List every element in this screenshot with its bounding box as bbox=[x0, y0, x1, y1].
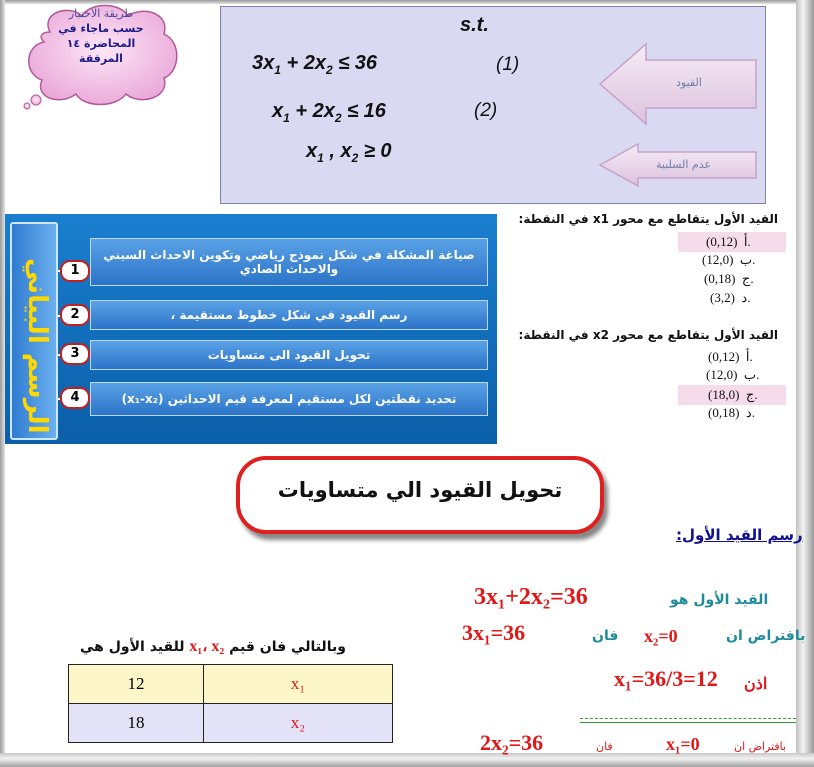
step-1 bbox=[90, 238, 488, 286]
table-caption: وبالتالي فان قيم x₁، x₂ للقيد الأول هي bbox=[80, 638, 346, 655]
so-label: اذن bbox=[744, 676, 768, 693]
q1-option-c: (0,18) ج. bbox=[704, 271, 754, 286]
section-heading: تحويل القيود الي متساويات bbox=[277, 478, 563, 502]
nonnegativity-constraint: $x_1$ , $x_2 \ge 0$ bbox=[306, 140, 392, 165]
step-3 bbox=[90, 340, 488, 370]
solution-1: x₁=36/3=12 bbox=[614, 666, 718, 691]
step-number-4: 4 bbox=[60, 387, 90, 409]
cloud-line4: المرفقة bbox=[79, 52, 123, 65]
assume-label-2: بافتراض ان bbox=[734, 740, 787, 753]
step-4 bbox=[90, 382, 488, 416]
section-heading-box bbox=[236, 456, 604, 534]
step-number-3: 3 bbox=[60, 343, 90, 365]
table-cell-variable: x₂ bbox=[204, 704, 393, 743]
constraint-1: $3x_1 + 2x_2 \le 36$ bbox=[252, 52, 378, 77]
values-table bbox=[68, 664, 393, 743]
subheading: رسم القيد الأول: bbox=[676, 526, 803, 544]
q2-option-a: (0,12) أ. bbox=[708, 349, 753, 364]
question-2: القيد الأول يتقاطع مع محور x2 في النقطة: bbox=[518, 328, 778, 342]
q2-option-b: (12,0) ب. bbox=[706, 367, 760, 382]
q2-option-c: (18,0) ج. bbox=[708, 387, 758, 402]
first-constraint-equation: 3x₁+2x₂=36 bbox=[474, 584, 588, 610]
assume-label-1: بافتراض ان bbox=[726, 628, 806, 644]
result-2: 2x₂=36 bbox=[480, 730, 544, 755]
table-cell-value: 18 bbox=[69, 704, 204, 743]
table-cell-value: 12 bbox=[69, 665, 204, 704]
step-2-text: رسم القيود في شكل خطوط مستقيمة ، bbox=[170, 308, 408, 322]
cloud-line1: طريقة الاختبار bbox=[68, 7, 134, 20]
question-1: القيد الأول يتقاطع مع محور x1 في النقطة: bbox=[518, 212, 778, 226]
cloud-text bbox=[38, 6, 164, 66]
divider-dashed bbox=[580, 718, 796, 719]
table-row bbox=[69, 665, 393, 704]
graphical-method-title-box bbox=[10, 222, 58, 440]
step-number-2: 2 bbox=[60, 304, 90, 326]
constraints-arrow-label: القيود bbox=[676, 76, 702, 89]
graphical-method-title: الرسم البياني bbox=[22, 258, 52, 434]
nonnegativity-arrow-label: عدم السلبية bbox=[656, 158, 712, 171]
divider-solid bbox=[580, 722, 796, 723]
then-label-2: فان bbox=[596, 740, 613, 753]
q1-option-b: (12,0) ب. bbox=[702, 252, 756, 267]
step-1-text: صياغة المشكلة في شكل نموذج رياضي وتكوين الاحداث السيني والاحداث الصادي bbox=[103, 248, 475, 276]
result-1: 3x₁=36 bbox=[462, 620, 526, 645]
q1-option-a: (0,12) أ. bbox=[706, 234, 751, 249]
constraint-2-number: (2) bbox=[474, 100, 498, 121]
first-constraint-label: القيد الأول هو bbox=[670, 592, 769, 608]
frame-bottom bbox=[0, 753, 814, 767]
step-3-text: تحويل القيود الى متساويات bbox=[207, 348, 371, 362]
q1-option-d: (3,2) د. bbox=[710, 290, 751, 305]
step-4-text: تحديد نقطتين لكل مستقيم لمعرفة قيم الاحداثين (x₁-x₂) bbox=[121, 392, 457, 406]
cloud-line3: المحاضرة ١٤ bbox=[66, 37, 136, 50]
table-cell-variable: x₁ bbox=[204, 665, 393, 704]
st-label: s.t. bbox=[460, 14, 489, 36]
cloud-line2: حسب ماجاء في bbox=[58, 22, 144, 35]
table-row bbox=[69, 704, 393, 743]
assume-value-1: x₂=0 bbox=[644, 626, 678, 646]
assume-value-2: x₁=0 bbox=[666, 734, 700, 754]
q2-option-d: (0,18) د. bbox=[708, 405, 755, 420]
step-2 bbox=[90, 300, 488, 330]
frame-right bbox=[796, 0, 814, 767]
then-label-1: فان bbox=[592, 628, 619, 644]
constraint-1-number: (1) bbox=[496, 54, 520, 75]
constraint-2: $x_1 + 2x_2 \le 16$ bbox=[272, 100, 386, 125]
step-number-1: 1 bbox=[60, 260, 90, 282]
